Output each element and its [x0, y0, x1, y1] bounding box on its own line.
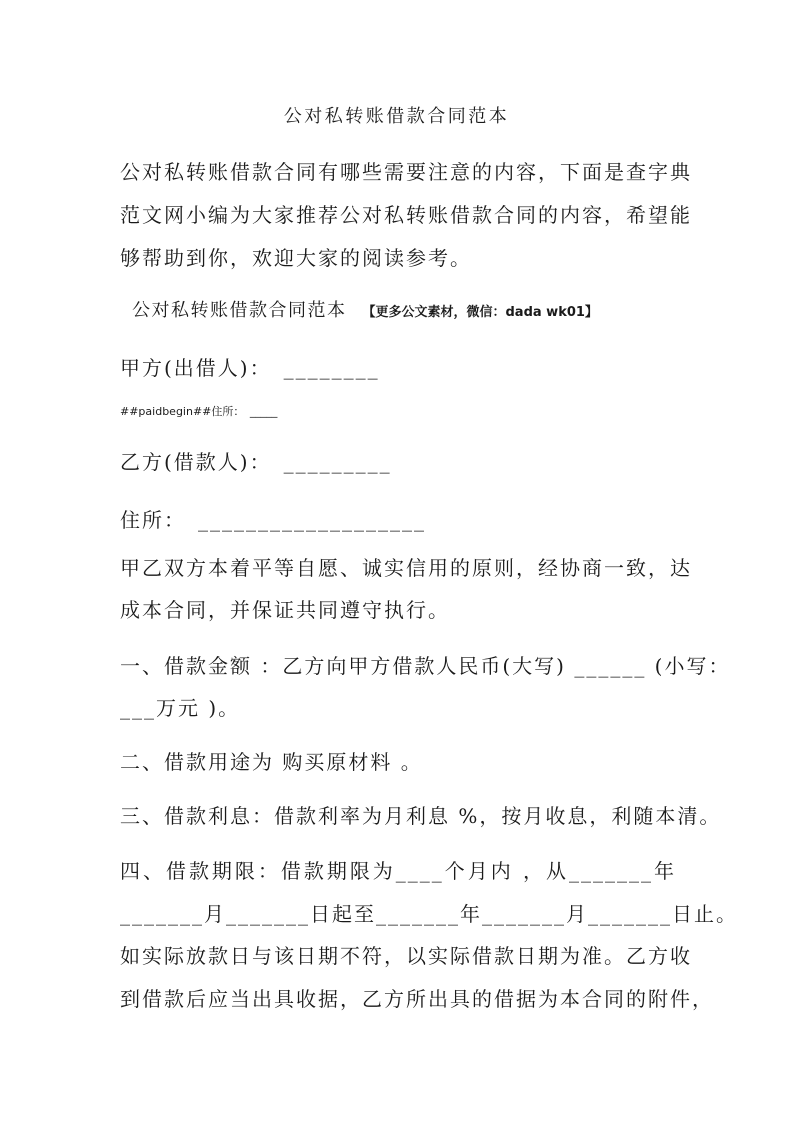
clause-4-line-3: 如实际放款日与该日期不符，以实际借款日期为准。乙方收	[120, 944, 692, 968]
clause-4-line-4: 到借款后应当出具收据，乙方所出具的借据为本合同的附件，	[120, 987, 714, 1011]
section-heading	[132, 302, 598, 320]
clause-1-line-1: 一、借款金额 ：乙方向甲方借款人民币(大写) ______ (小写：	[120, 654, 731, 678]
clause-3-line: 三、借款利息：借款利率为月利息 %，按月收息，利随本清。	[120, 804, 722, 828]
document-title: 公对私转账借款合同范本	[283, 106, 510, 127]
intro-line-2: 范文网小编为大家推荐公对私转账借款合同的内容，希望能	[120, 203, 692, 227]
clause-1-line-2: ___万元 )。	[120, 696, 241, 720]
section-heading-text: 公对私转账借款合同范本	[132, 300, 347, 321]
clause-4-line-1: 四、借款期限：借款期限为____个月内 ，从_______年	[120, 859, 676, 883]
intro-line-1: 公对私转账借款合同有哪些需要注意的内容，下面是查字典	[120, 160, 692, 184]
clause-2-line: 二、借款用途为 购买原材料 。	[120, 750, 423, 774]
paid-marker-line: ##paidbegin##住所： _____	[120, 405, 278, 418]
intro-line-3: 够帮助到你，欢迎大家的阅读参考。	[120, 246, 472, 270]
preamble-line-2: 成本合同，并保证共同遵守执行。	[120, 598, 450, 622]
preamble-line-1: 甲乙双方本着平等自愿、诚实信用的原则，经协商一致，达	[120, 556, 692, 580]
clause-4-line-2: _______月_______日起至_______年_______月_______日止。	[120, 902, 738, 926]
more-materials-note: 【更多公文素材，微信：dada wk01】	[362, 305, 598, 320]
address-line: 住所： ___________________	[120, 508, 426, 532]
party-b-line: 乙方(借款人)： _________	[120, 450, 392, 474]
party-a-line: 甲方(出借人)： ________	[120, 356, 380, 380]
